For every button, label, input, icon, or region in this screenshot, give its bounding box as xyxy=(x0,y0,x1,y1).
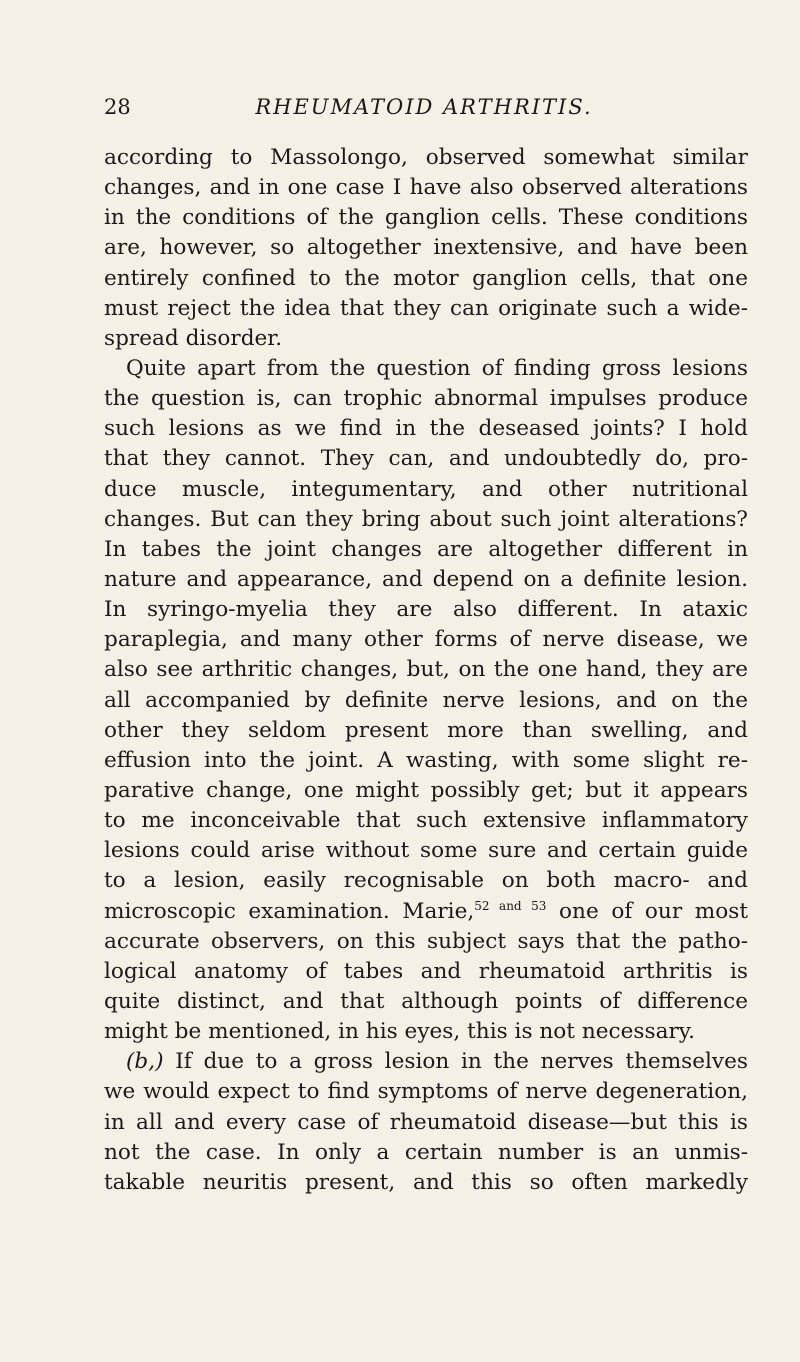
text-line: also see arthritic changes, but, on the one hand, they are xyxy=(104,657,748,683)
text-line: duce muscle, integumentary, and other nutritional xyxy=(104,476,748,502)
text-line: might be mentioned, in his eyes, this is not necessary. xyxy=(104,1019,695,1045)
text-line: in the conditions of the ganglion cells. These conditions xyxy=(104,205,748,231)
text-line: such lesions as we find in the deseased joints? I hold xyxy=(104,416,748,442)
text-line: Quite apart from the question of finding gross lesions xyxy=(126,355,748,381)
text-line: takable neuritis present, and this so often markedly xyxy=(104,1169,748,1195)
citation-superscript: 52 and 53 xyxy=(474,898,547,913)
marie-citation-line xyxy=(104,897,748,927)
text-segment: If due to a gross lesion in the nerves themselves xyxy=(163,1049,748,1075)
text-line: effusion into the joint. A wasting, with some slight re- xyxy=(104,747,748,773)
text-line: In tabes the joint changes are altogether different in xyxy=(104,536,748,562)
text-line: all accompanied by definite nerve lesions, and on the xyxy=(104,687,748,713)
paragraph-label: (b,) xyxy=(126,1049,164,1075)
text-line: lesions could arise without some sure and certain guide xyxy=(104,838,748,864)
text-line: spread disorder. xyxy=(104,325,283,351)
text-segment: microscopic examination. Marie, xyxy=(104,898,475,924)
text-line: other they seldom present more than swelling, and xyxy=(104,717,748,743)
page-number: 28 xyxy=(104,95,131,119)
text-line: quite distinct, and that although points of difference xyxy=(104,988,748,1014)
text-line: to a lesion, easily recognisable on both macro- and xyxy=(104,868,748,894)
page-header xyxy=(104,92,744,122)
text-line: parative change, one might possibly get; but it appears xyxy=(104,777,748,803)
running-title: RHEUMATOID ARTHRITIS. xyxy=(255,95,593,119)
text-line: accurate observers, on this subject says that the patho- xyxy=(104,928,748,954)
text-line: In syringo-myelia they are also different. In ataxic xyxy=(104,597,748,623)
text-line: entirely confined to the motor ganglion cells, that one xyxy=(104,265,748,291)
text-line: nature and appearance, and depend on a definite lesion. xyxy=(104,566,748,592)
text-line: that they cannot. They can, and undoubtedly do, pro- xyxy=(104,446,748,472)
text-line: not the case. In only a certain number is an unmis- xyxy=(104,1139,748,1165)
text-line: the question is, can trophic abnormal impulses produce xyxy=(104,386,748,412)
text-line: in all and every case of rheumatoid disease—but this is xyxy=(104,1109,748,1135)
body-text xyxy=(104,143,748,1198)
text-line: changes. But can they bring about such joint alterations? xyxy=(104,506,748,532)
text-line: paraplegia, and many other forms of nerve disease, we xyxy=(104,627,748,653)
text-line: to me inconceivable that such extensive inflammatory xyxy=(104,808,748,834)
labeled-line xyxy=(104,1047,748,1077)
text-line: changes, and in one case I have also observed alterations xyxy=(104,175,748,201)
text-segment: one of our most xyxy=(546,898,749,924)
text-line: are, however, so altogether inextensive, and have been xyxy=(104,235,748,261)
text-line: must reject the idea that they can originate such a wide- xyxy=(104,295,748,321)
text-line: according to Massolongo, observed somewhat similar xyxy=(104,145,748,170)
text-line: logical anatomy of tabes and rheumatoid arthritis is xyxy=(104,958,748,984)
text-line: we would expect to find symptoms of nerve degeneration, xyxy=(104,1079,748,1105)
